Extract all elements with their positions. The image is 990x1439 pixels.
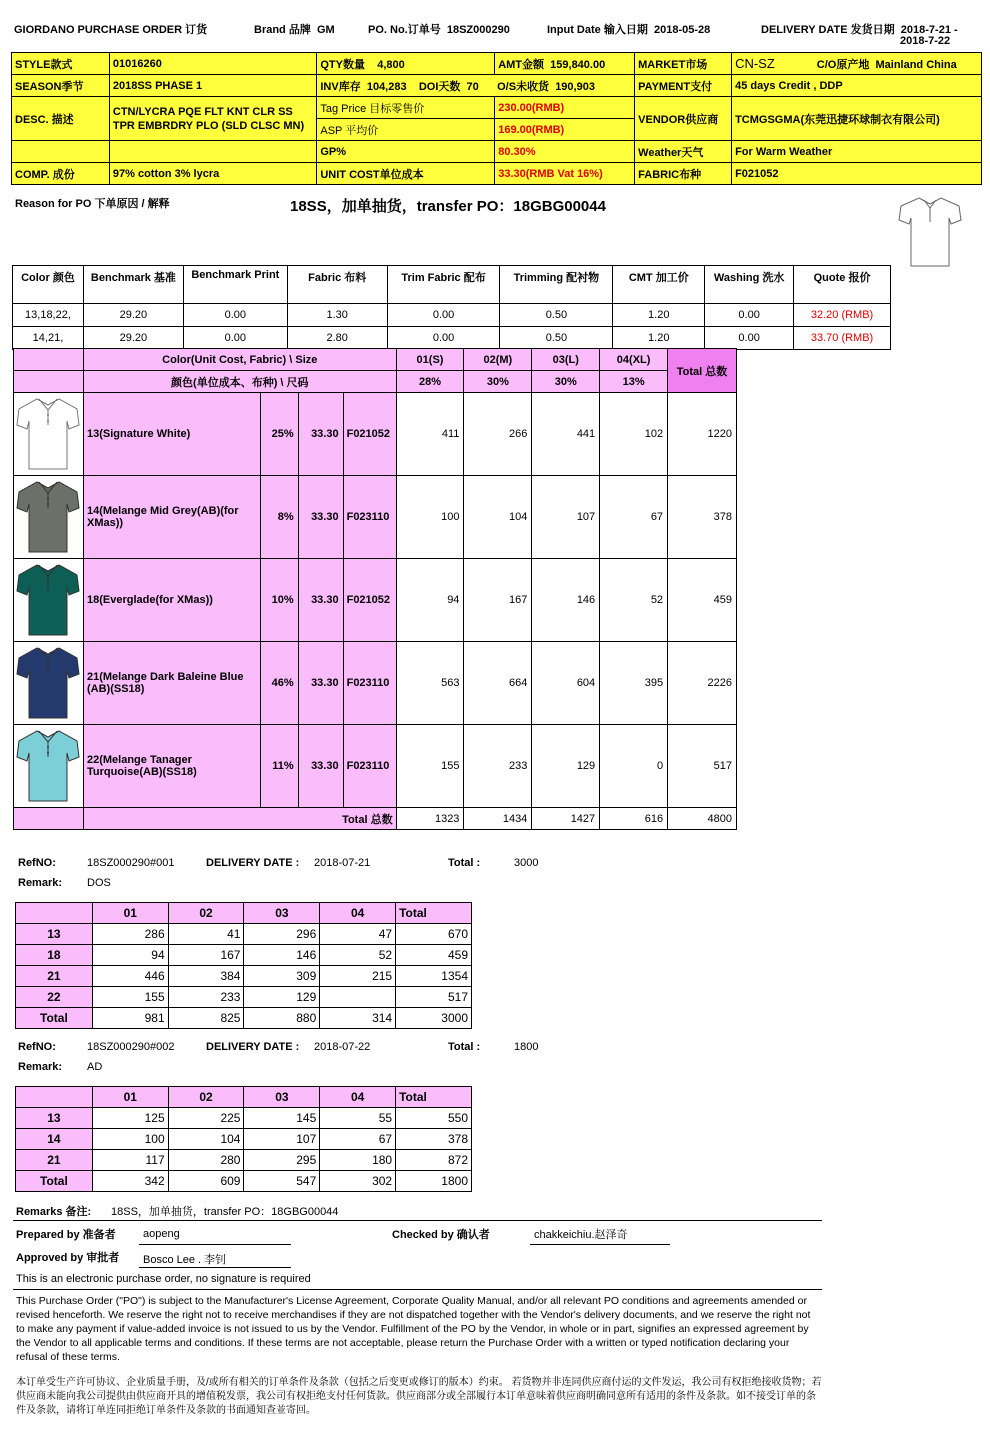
refno-label: RefNO:: [18, 1041, 56, 1053]
cost-rows: [13, 304, 891, 350]
cost-col-header: Benchmark Print: [183, 266, 287, 304]
tag-label: Tag Price 目标零售价: [317, 97, 495, 119]
cost-cell: 29.20: [83, 304, 183, 327]
ref-cell: 215: [320, 966, 396, 987]
size-row: [14, 476, 737, 559]
ref-cell: 55: [320, 1108, 396, 1129]
cost-cell: 0.00: [183, 327, 287, 350]
ref-row-label: 18: [16, 945, 93, 966]
cost-col-header: Trimming 配衬物: [500, 266, 613, 304]
size-quantity: 146: [532, 559, 600, 642]
color-name: 22(Melange Tanager Turquoise(AB)(SS18): [83, 725, 260, 808]
cost-cell: 0.00: [387, 327, 500, 350]
refno-label: RefNO:: [18, 857, 56, 869]
size-quantity: 67: [600, 476, 668, 559]
ref-col-header: 01: [92, 903, 168, 924]
ratio-m: 30%: [464, 371, 532, 393]
ref-cell: 100: [92, 1129, 168, 1150]
unit-cost: 33.30: [298, 725, 343, 808]
weather-label: Weather天气: [635, 141, 732, 163]
ref-col-header: 01: [92, 1087, 168, 1108]
approved-label: Approved by 审批者: [16, 1252, 120, 1264]
unit-cost-label: UNIT COST单位成本: [317, 163, 495, 185]
size-rows: [14, 393, 737, 808]
size-row: [14, 393, 737, 476]
total-m: 1434: [464, 808, 532, 830]
polo-shirt-icon: [15, 478, 81, 556]
size-xl-header: 04(XL): [600, 349, 668, 371]
polo-shirt-icon: [15, 727, 81, 805]
header-blank: [14, 371, 84, 393]
remark-value: AD: [87, 1061, 103, 1073]
reason-text: 18SS，加单抽货，transfer PO：18GBG00044: [290, 198, 606, 215]
ref-header-row: [16, 903, 472, 924]
ref-table-2: [15, 1086, 472, 1192]
ref-row-label: 21: [16, 1150, 93, 1171]
total-l: 1427: [532, 808, 600, 830]
checked-label: Checked by 确认者: [392, 1229, 490, 1241]
cost-row: [13, 304, 891, 327]
approved-value: Bosco Lee . 李钊: [143, 1254, 227, 1266]
ref-cell: 459: [396, 945, 472, 966]
size-quantity: 155: [396, 725, 464, 808]
ref-col-header: 02: [168, 903, 244, 924]
total-s: 1323: [396, 808, 464, 830]
unit-cost: 33.30: [298, 559, 343, 642]
color-percent: 8%: [260, 476, 298, 559]
size-breakdown-table: [13, 348, 737, 830]
ref-row: [16, 1129, 472, 1150]
ref-cell: 872: [396, 1150, 472, 1171]
ref-row: [16, 987, 472, 1008]
ref-col-header: 04: [320, 903, 396, 924]
ref-row-label: 14: [16, 1129, 93, 1150]
cost-cell: 0.00: [387, 304, 500, 327]
totals-label: Total 总数: [83, 808, 396, 830]
size-row: [14, 725, 737, 808]
asp-label: ASP 平均价: [317, 119, 495, 141]
season-value: 2018SS PHASE 1: [109, 75, 316, 97]
payment-label: PAYMENT支付: [635, 75, 732, 97]
remarks-label: Remarks 备注:: [16, 1206, 92, 1218]
ref-total-label: Total :: [448, 1041, 481, 1053]
ref-col-header: Total: [396, 903, 472, 924]
cost-cell: 13,18,22,: [13, 304, 84, 327]
cost-cell: 0.00: [705, 327, 794, 350]
size-head2: 颜色(单位成本、布种) \ 尺码: [83, 371, 396, 393]
total-xl: 616: [600, 808, 668, 830]
size-quantity: 129: [532, 725, 600, 808]
ref-row: [16, 1150, 472, 1171]
cost-col-header: Fabric 布料: [287, 266, 387, 304]
gp-label: GP%: [317, 141, 495, 163]
qty-cell: QTY数量 4,800: [317, 53, 495, 75]
ref-total-value: 3000: [514, 857, 539, 869]
ref-table-1: [15, 902, 472, 1029]
ref-row: [16, 1108, 472, 1129]
ref-cell: 981: [92, 1008, 168, 1029]
ref-row: [16, 1008, 472, 1029]
remark-value: DOS: [87, 877, 111, 889]
cost-cell: 0.00: [183, 304, 287, 327]
cost-col-header: Color 颜色: [13, 266, 84, 304]
ref-cell: 180: [320, 1150, 396, 1171]
ref-cell: 314: [320, 1008, 396, 1029]
header-blank: [14, 349, 84, 371]
ref-row: [16, 924, 472, 945]
ref-cell: 384: [168, 966, 244, 987]
style-value: 01016260: [109, 53, 316, 75]
color-name: 18(Everglade(for XMas)): [83, 559, 260, 642]
color-name: 13(Signature White): [83, 393, 260, 476]
ref-cell: 145: [244, 1108, 320, 1129]
size-quantity: 604: [532, 642, 600, 725]
row-total: 2226: [668, 642, 737, 725]
cost-cell: 1.30: [287, 304, 387, 327]
fabric-code: F021052: [343, 393, 396, 476]
ref-cell: 547: [244, 1171, 320, 1192]
inv-cell: INV库存 104,283 DOI天数 70 O/S未收货 190,903: [317, 75, 635, 97]
color-percent: 10%: [260, 559, 298, 642]
ref-cell: 302: [320, 1171, 396, 1192]
cost-header-row: [13, 266, 891, 304]
cost-col-header: CMT 加工价: [613, 266, 705, 304]
ref-cell: 233: [168, 987, 244, 1008]
delivery-date-label: DELIVERY DATE :: [206, 1041, 300, 1053]
desc-label: DESC. 描述: [12, 97, 110, 141]
divider: [13, 1289, 822, 1290]
signature-line: [139, 1267, 291, 1268]
ref-row: [16, 945, 472, 966]
ref-row: [16, 1171, 472, 1192]
terms-chinese: 本订单受生产许可协议、企业质量手册，及/或所有相关的订单条件及条款（包括之后变更或修订的版本）约束。 若货物并非连同供应商付运的文件发运，我公司有权拒绝接收货物；若供应商未能向我公司提供由供应商开具的增值税发票，我公司有权拒绝支付任何货款。供应商部分或全部履行本订单意味着供应商明确同意所有适用的条件及条款。如不接受订单的条件及条款，请将订单连同拒绝订单条件及条款的书面通知查並寄回。: [16, 1377, 822, 1416]
delivery-date-value: 2018-07-21: [314, 857, 371, 869]
grand-total: 4800: [668, 808, 737, 830]
season-label: SEASON季节: [12, 75, 110, 97]
ref-row-label: 13: [16, 924, 93, 945]
color-name: 21(Melange Dark Baleine Blue (AB)(SS18): [83, 642, 260, 725]
ref-total-value: 1800: [514, 1041, 539, 1053]
ref-cell: 41: [168, 924, 244, 945]
ref-cell: 3000: [396, 1008, 472, 1029]
size-quantity: 102: [600, 393, 668, 476]
ref-cell: 47: [320, 924, 396, 945]
size-quantity: 0: [600, 725, 668, 808]
blank-cell: [12, 141, 110, 163]
ratio-xl: 13%: [600, 371, 668, 393]
size-quantity: 563: [396, 642, 464, 725]
row-total: 1220: [668, 393, 737, 476]
row-total: 378: [668, 476, 737, 559]
ref-cell: 378: [396, 1129, 472, 1150]
ref-cell: 880: [244, 1008, 320, 1029]
vendor-value: TCMGSGMA(东莞迅捷环球制衣有限公司): [732, 97, 982, 141]
fabric-code: F021052: [343, 559, 396, 642]
ref-col-header: 02: [168, 1087, 244, 1108]
ref-cell: 825: [168, 1008, 244, 1029]
gp-value: 80.30%: [495, 141, 635, 163]
ref-cell: 309: [244, 966, 320, 987]
fabric-code: F023110: [343, 725, 396, 808]
cost-cell: 1.20: [613, 327, 705, 350]
ref-cell: 609: [168, 1171, 244, 1192]
refno-value: 18SZ000290#001: [87, 857, 175, 869]
style-label: STYLE款式: [12, 53, 110, 75]
po-info-table: [11, 52, 982, 185]
ref-cell: 280: [168, 1150, 244, 1171]
ref-cell: 517: [396, 987, 472, 1008]
ref-row-label: Total: [16, 1008, 93, 1029]
polo-shirt-icon: [15, 644, 81, 722]
ref-row-label: 22: [16, 987, 93, 1008]
ref-cell: 295: [244, 1150, 320, 1171]
ref-cell: 342: [92, 1171, 168, 1192]
ref-cell: 94: [92, 945, 168, 966]
remarks-value: 18SS，加单抽货，transfer PO：18GBG00044: [111, 1206, 339, 1218]
market-label: MARKET市场: [635, 53, 732, 75]
ref-col-header: 04: [320, 1087, 396, 1108]
po-number-field: PO. No.订单号 18SZ000290: [368, 24, 510, 36]
ratio-s: 28%: [396, 371, 464, 393]
vendor-label: VENDOR供应商: [635, 97, 732, 141]
shirt-image: [14, 559, 84, 642]
remark-label: Remark:: [18, 1061, 63, 1073]
total-header: Total 总数: [668, 349, 737, 393]
cost-col-header: Quote 报价: [794, 266, 891, 304]
desc-value: CTN/LYCRA PQE FLT KNT CLR SS TPR EMBRDRY PLO (SLD CLSC MN): [109, 97, 316, 141]
payment-value: 45 days Credit , DDP: [732, 75, 982, 97]
ref-cell: 117: [92, 1150, 168, 1171]
ref-cell: 1354: [396, 966, 472, 987]
polo-shirt-icon: [15, 561, 81, 639]
ref-cell: 155: [92, 987, 168, 1008]
weather-value: For Warm Weather: [732, 141, 982, 163]
prepared-value: aopeng: [143, 1228, 180, 1240]
cost-cell: 2.80: [287, 327, 387, 350]
color-percent: 46%: [260, 642, 298, 725]
cost-col-header: Washing 洗水: [705, 266, 794, 304]
size-row: [14, 559, 737, 642]
ref-cell: 225: [168, 1108, 244, 1129]
brand-field: Brand 品牌 GM: [254, 24, 335, 36]
cost-breakdown-table: [12, 265, 891, 350]
unit-cost: 33.30: [298, 642, 343, 725]
ref-col-header: Total: [396, 1087, 472, 1108]
ref-cell: 67: [320, 1129, 396, 1150]
size-quantity: 52: [600, 559, 668, 642]
cost-cell: 14,21,: [13, 327, 84, 350]
ref-cell: 52: [320, 945, 396, 966]
cost-cell: 0.00: [705, 304, 794, 327]
signature-line: [530, 1244, 670, 1245]
fabric-value: F021052: [732, 163, 982, 185]
ref-cell: 1800: [396, 1171, 472, 1192]
ref-row-label: 21: [16, 966, 93, 987]
ref-header-row: [16, 1087, 472, 1108]
comp-label: COMP. 成份: [12, 163, 110, 185]
asp-value: 169.00(RMB): [495, 119, 635, 141]
ratio-l: 30%: [532, 371, 600, 393]
comp-value: 97% cotton 3% lycra: [109, 163, 316, 185]
checked-value: chakkeichiu.赵泽奇: [534, 1229, 628, 1241]
amt-cell: AMT金额 159,840.00: [495, 53, 635, 75]
ref-col-header: 03: [244, 1087, 320, 1108]
terms-english: This Purchase Order ("PO") is subject to the Manufacturer's License Agreement, Corporate Quality Manual, and/or all relevant PO conditions and agreements amended or revised henceforth. We reserve the right not to receive merchandises if they are not dispatched together with the Vendor's delivery documents, and we reserve the right not to make any payment if value-added invoice is not issued to us by the Vendor. Fulfillment of the PO by the Vendor, in whole or in part, signifies an expressed agreement by the Vendor to all applicable terms and conditions. If these terms are not acceptable, please return the Purchase Order with a written or typed notification declaring your refusal of these terms.: [16, 1295, 811, 1363]
ref-cell: 146: [244, 945, 320, 966]
cost-cell: 32.20 (RMB): [794, 304, 891, 327]
size-head1: Color(Unit Cost, Fabric) \ Size: [83, 349, 396, 371]
divider: [13, 1220, 822, 1221]
shirt-image: [14, 393, 84, 476]
row-total: 459: [668, 559, 737, 642]
shirt-image: [14, 642, 84, 725]
fabric-code: F023110: [343, 642, 396, 725]
size-m-header: 02(M): [464, 349, 532, 371]
size-quantity: 233: [464, 725, 532, 808]
size-quantity: 94: [396, 559, 464, 642]
cost-cell: 33.70 (RMB): [794, 327, 891, 350]
blank-cell: [109, 141, 316, 163]
ref-row-label: 13: [16, 1108, 93, 1129]
delivery-date-field: DELIVERY DATE 发货日期 2018-7-21 -: [761, 24, 958, 36]
ref-cell: 296: [244, 924, 320, 945]
shirt-image: [14, 476, 84, 559]
size-quantity: 167: [464, 559, 532, 642]
color-percent: 25%: [260, 393, 298, 476]
size-quantity: 664: [464, 642, 532, 725]
signature-line: [139, 1244, 291, 1245]
size-l-header: 03(L): [532, 349, 600, 371]
cost-cell: 1.20: [613, 304, 705, 327]
size-quantity: 266: [464, 393, 532, 476]
product-sketch-icon: [897, 194, 963, 270]
totals-blank: [14, 808, 84, 830]
size-quantity: 441: [532, 393, 600, 476]
refno-value: 18SZ000290#002: [87, 1041, 175, 1053]
delivery-date-value: 2018-07-22: [314, 1041, 371, 1053]
cost-row: [13, 327, 891, 350]
fabric-label: FABRIC布种: [635, 163, 732, 185]
ref-cell: 125: [92, 1108, 168, 1129]
ref-row: [16, 966, 472, 987]
fabric-code: F023110: [343, 476, 396, 559]
size-quantity: 100: [396, 476, 464, 559]
cost-col-header: Benchmark 基准: [83, 266, 183, 304]
tag-value: 230.00(RMB): [495, 97, 635, 119]
ref-row-label: Total: [16, 1171, 93, 1192]
ref-cell: 670: [396, 924, 472, 945]
size-s-header: 01(S): [396, 349, 464, 371]
input-date-field: Input Date 输入日期 2018-05-28: [547, 24, 711, 36]
row-total: 517: [668, 725, 737, 808]
unit-cost-value: 33.30(RMB Vat 16%): [495, 163, 635, 185]
po-title: GIORDANO PURCHASE ORDER 订货: [14, 24, 208, 36]
unit-cost: 33.30: [298, 476, 343, 559]
ref-cell: 104: [168, 1129, 244, 1150]
ref-total-label: Total :: [448, 857, 481, 869]
reason-label: Reason for PO 下单原因 / 解释: [15, 198, 170, 210]
size-quantity: 395: [600, 642, 668, 725]
cost-cell: 0.50: [500, 327, 613, 350]
color-name: 14(Melange Mid Grey(AB)(for XMas)): [83, 476, 260, 559]
ref-cell: 446: [92, 966, 168, 987]
ref-cell: 550: [396, 1108, 472, 1129]
ref-cell: 107: [244, 1129, 320, 1150]
unit-cost: 33.30: [298, 393, 343, 476]
color-percent: 11%: [260, 725, 298, 808]
cost-cell: 0.50: [500, 304, 613, 327]
ref-cell: 167: [168, 945, 244, 966]
cost-col-header: Trim Fabric 配布: [387, 266, 500, 304]
size-quantity: 104: [464, 476, 532, 559]
ref-cell: [320, 987, 396, 1008]
electronic-note: This is an electronic purchase order, no signature is required: [16, 1273, 311, 1285]
size-quantity: 411: [396, 393, 464, 476]
delivery-date-label: DELIVERY DATE :: [206, 857, 300, 869]
ref-header-blank: [16, 1087, 93, 1108]
polo-shirt-icon: [15, 395, 81, 473]
delivery-date-end: 2018-7-22: [900, 35, 951, 47]
ref-header-blank: [16, 903, 93, 924]
size-quantity: 107: [532, 476, 600, 559]
market-value: CN-SZ C/O原产地 Mainland China: [732, 53, 982, 75]
ref-col-header: 03: [244, 903, 320, 924]
ref-cell: 286: [92, 924, 168, 945]
prepared-label: Prepared by 准备者: [16, 1229, 116, 1241]
cost-cell: 29.20: [83, 327, 183, 350]
remark-label: Remark:: [18, 877, 63, 889]
ref-cell: 129: [244, 987, 320, 1008]
shirt-image: [14, 725, 84, 808]
size-row: [14, 642, 737, 725]
